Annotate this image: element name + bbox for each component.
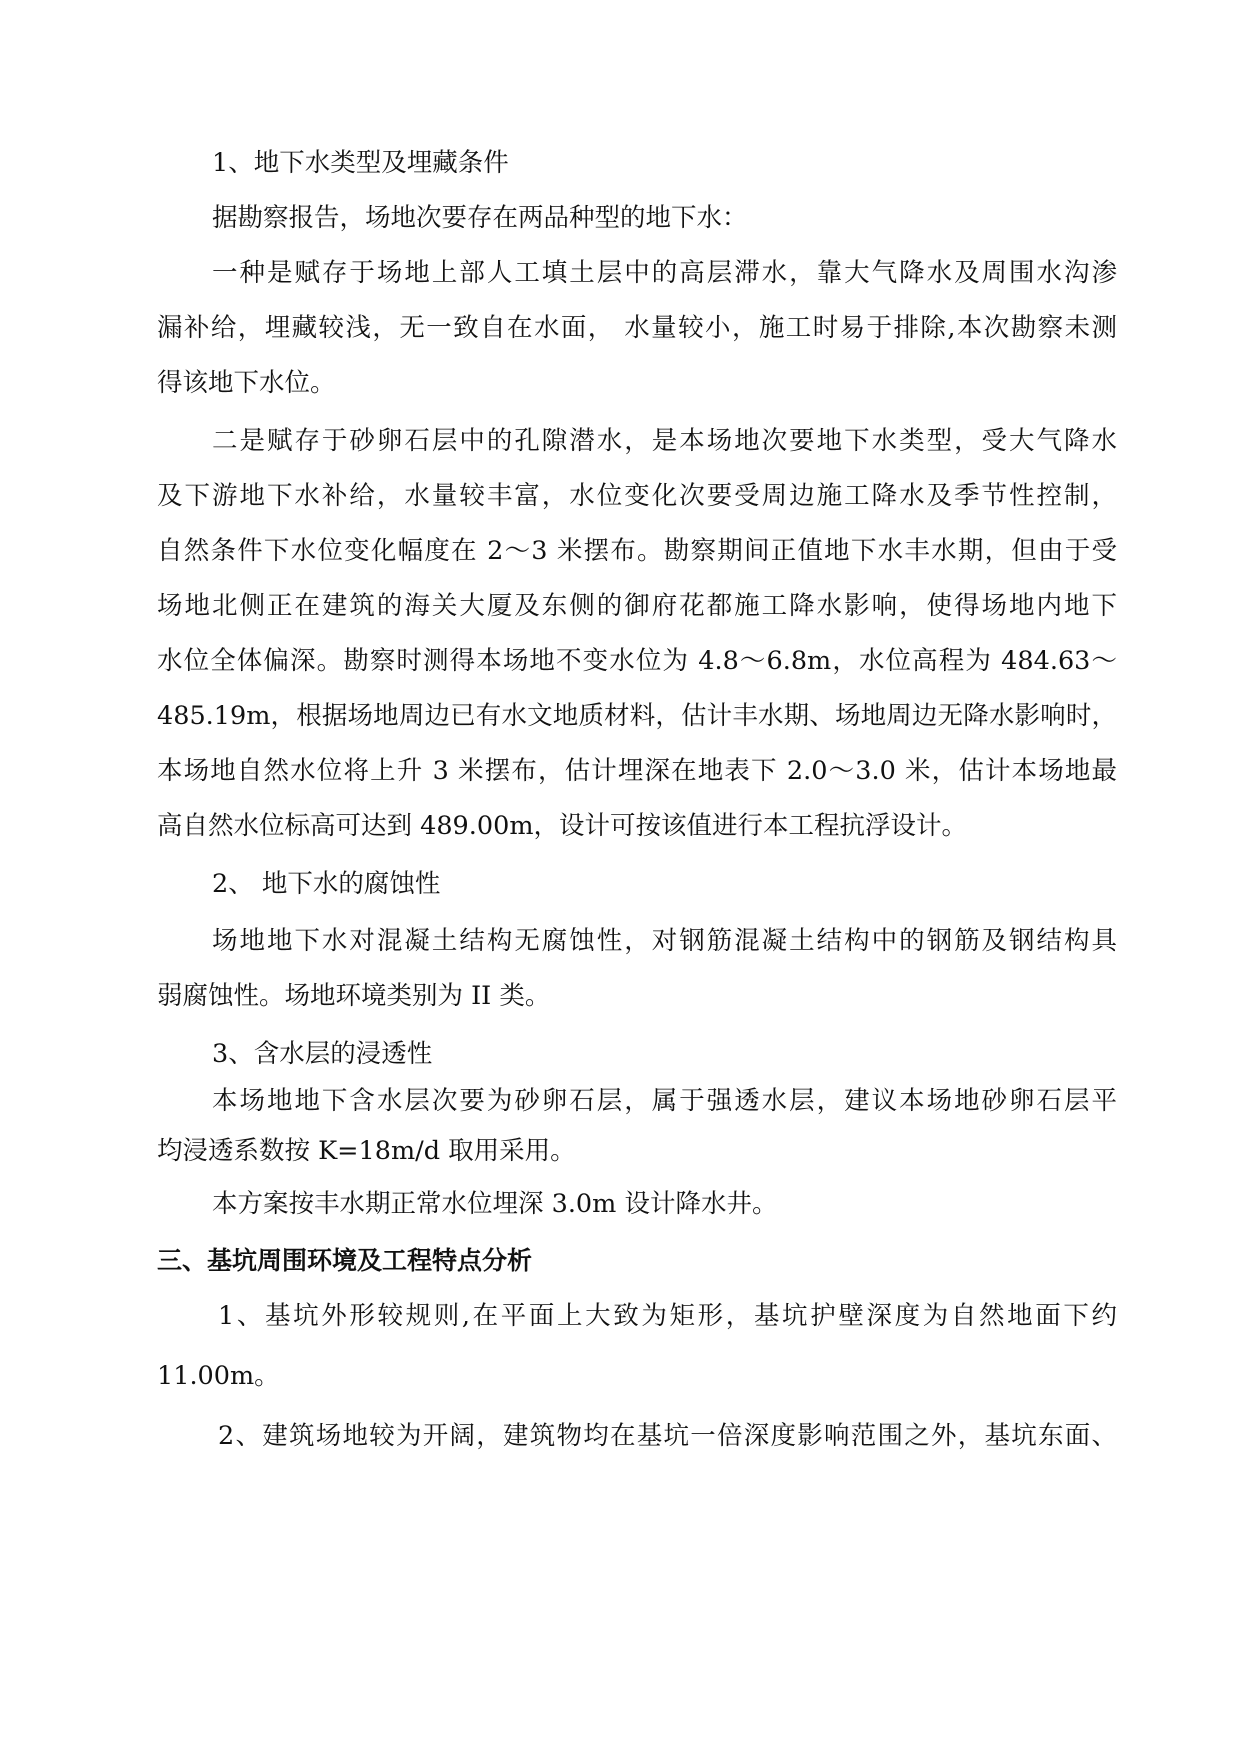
paragraph-line: 高自然水位标高可达到 489.00m，设计可按该值进行本工程抗浮设计。 [157, 811, 968, 841]
paragraph-line: 1、基坑外形较规则,在平面上大致为矩形，基坑护壁深度为自然地面下约 [218, 1301, 1117, 1331]
chapter-heading: 三、基坑周围环境及工程特点分析 [157, 1246, 533, 1275]
subheading-corrosion: 2、 地下水的腐蚀性 [212, 869, 441, 899]
paragraph-intro: 据勘察报告，场地次要存在两品种型的地下水： [212, 203, 748, 233]
paragraph-line: 2、建筑场地较为开阔，建筑物均在基坑一倍深度影响范围之外，基坑东面、 [218, 1421, 1117, 1451]
paragraph-line: 本场地自然水位将上升 3 米摆布，估计埋深在地表下 2.0～3.0 米，估计本场地最 [157, 756, 1117, 786]
paragraph-line: 水位全体偏深。勘察时测得本场地不变水位为 4.8～6.8m，水位高程为 484.63～ [157, 646, 1117, 676]
paragraph-design-note: 本方案按丰水期正常水位埋深 3.0m 设计降水井。 [212, 1189, 778, 1219]
subheading-groundwater-type: 1、地下水类型及埋藏条件 [212, 148, 509, 178]
paragraph-line: 11.00m。 [157, 1361, 280, 1391]
paragraph-line: 弱腐蚀性。场地环境类别为 II 类。 [157, 981, 551, 1011]
paragraph-line: 自然条件下水位变化幅度在 2～3 米摆布。勘察期间正值地下水丰水期，但由于受 [157, 536, 1117, 566]
paragraph-line: 场地北侧正在建筑的海关大厦及东侧的御府花都施工降水影响，使得场地内地下 [157, 591, 1117, 621]
paragraph-line: 485.19m，根据场地周边已有水文地质材料，估计丰水期、场地周边无降水影响时， [157, 701, 1117, 731]
paragraph-line: 场地地下水对混凝土结构无腐蚀性，对钢筋混凝土结构中的钢筋及钢结构具 [212, 926, 1117, 956]
paragraph-line: 本场地地下含水层次要为砂卵石层，属于强透水层，建议本场地砂卵石层平 [212, 1086, 1117, 1116]
paragraph-line: 均浸透系数按 K=18m/d 取用采用。 [157, 1136, 576, 1166]
paragraph-line: 一种是赋存于场地上部人工填土层中的高层滞水，靠大气降水及周围水沟渗 [212, 258, 1117, 288]
paragraph-line: 及下游地下水补给，水量较丰富，水位变化次要受周边施工降水及季节性控制， [157, 481, 1117, 511]
paragraph-line: 漏补给，埋藏较浅，无一致自在水面， 水量较小，施工时易于排除,本次勘察未测 [157, 313, 1117, 343]
subheading-permeability: 3、含水层的浸透性 [212, 1039, 433, 1069]
paragraph-line: 二是赋存于砂卵石层中的孔隙潜水，是本场地次要地下水类型，受大气降水 [212, 426, 1117, 456]
paragraph-line: 得该地下水位。 [157, 368, 336, 398]
